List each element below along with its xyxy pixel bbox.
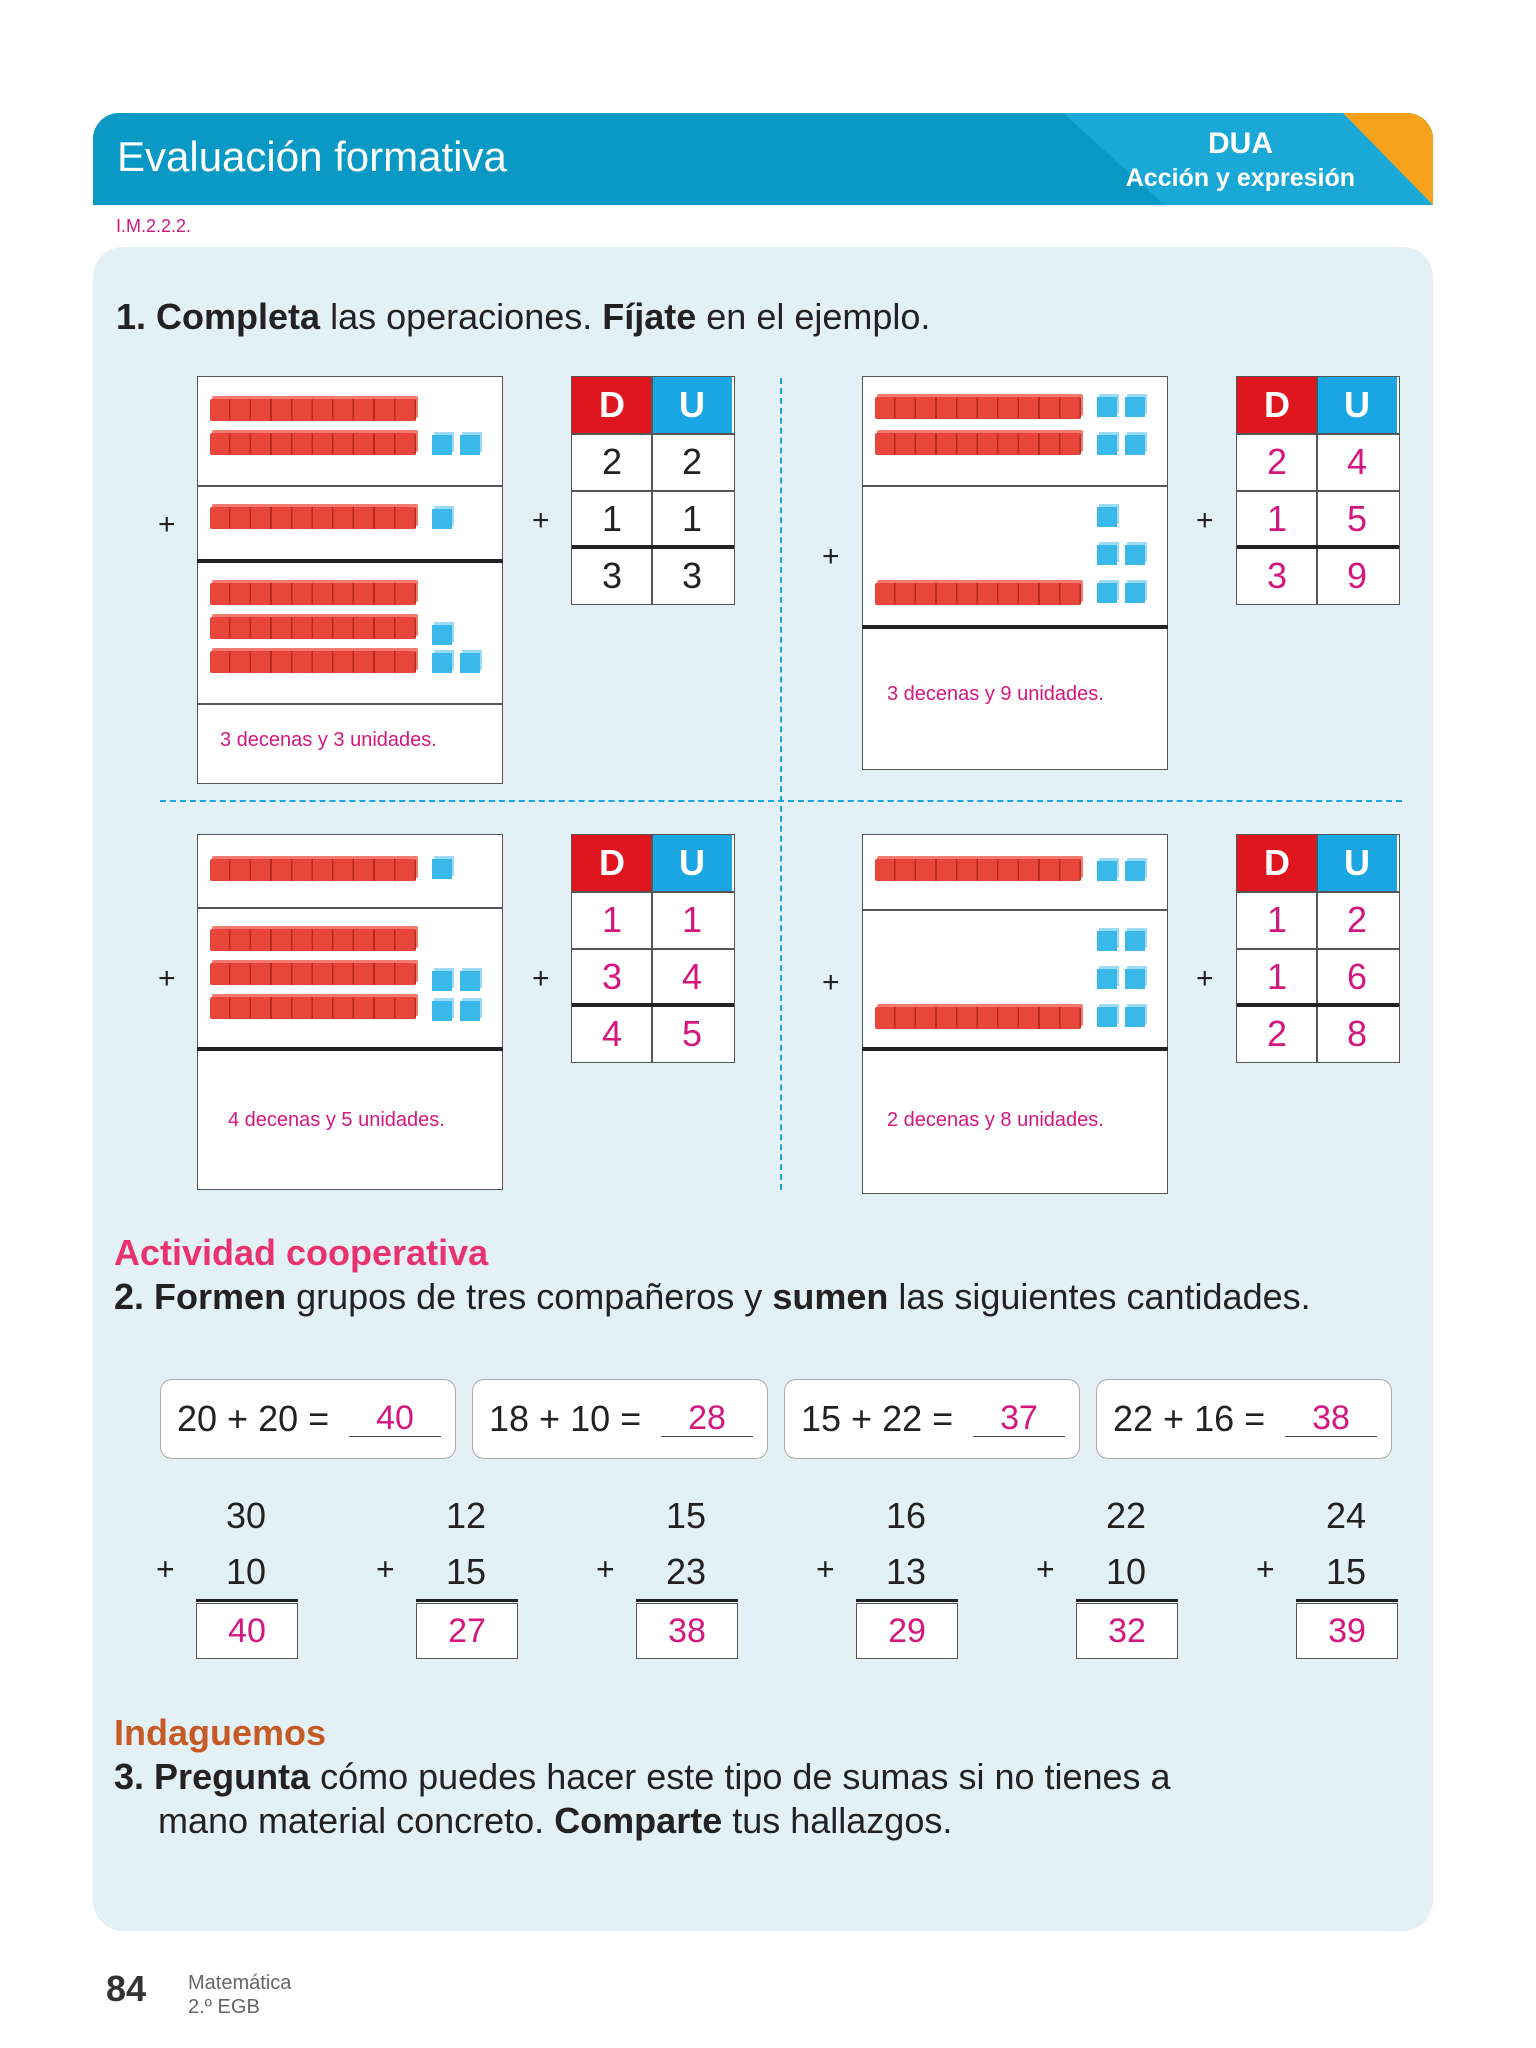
ten-rod — [210, 859, 416, 881]
section-title-indaguemos: Indaguemos — [114, 1712, 327, 1753]
verb: Formen — [154, 1276, 287, 1317]
ten-rod — [210, 963, 416, 985]
du-cell: 3 — [601, 956, 623, 997]
unit-cube — [1125, 545, 1145, 565]
vertical-sum-1 — [156, 1485, 296, 1665]
du-cell: 2 — [1266, 441, 1288, 482]
du-cell: 5 — [681, 1013, 703, 1054]
unit-cube — [460, 435, 480, 455]
sum-answer[interactable]: 40 — [349, 1400, 441, 1437]
ten-rod — [210, 997, 416, 1019]
answer-text: 4 decenas y 5 unidades. — [228, 1109, 445, 1131]
du-table-4 — [1236, 834, 1400, 1063]
verb: Completa — [156, 296, 321, 337]
tens-header: D — [572, 377, 652, 433]
tens-header: D — [572, 835, 652, 891]
unit-cube — [1097, 545, 1117, 565]
addend: 12 — [445, 1495, 486, 1536]
unit-cube — [1097, 969, 1117, 989]
vertical-divider — [780, 378, 782, 1190]
addend: 15 — [1325, 1551, 1366, 1592]
text: tus hallazgos. — [722, 1800, 953, 1841]
ten-rod — [210, 929, 416, 951]
du-cell: 4 — [681, 956, 703, 997]
answer-text: 2 decenas y 8 unidades. — [887, 1109, 1104, 1131]
exercise-number: 2. — [114, 1276, 145, 1317]
exercise-number: 3. — [114, 1756, 145, 1797]
sum-box-2 — [472, 1379, 768, 1459]
page-title: Evaluación formativa — [117, 133, 507, 180]
ten-rod — [875, 1007, 1081, 1029]
page-number: 84 — [106, 1968, 147, 2009]
sum-box-3 — [784, 1379, 1080, 1459]
plus-sign: + — [376, 1551, 395, 1587]
plus-sign: + — [158, 508, 176, 541]
du-cell: 2 — [601, 441, 623, 482]
unit-cube — [432, 859, 452, 879]
du-cell: 4 — [1346, 441, 1368, 482]
sum-answer[interactable]: 37 — [973, 1400, 1065, 1437]
unit-cube — [432, 1001, 452, 1021]
du-cell: 5 — [1346, 498, 1368, 539]
unit-cube — [1125, 1007, 1145, 1027]
du-cell: 1 — [681, 498, 703, 539]
ten-rod — [210, 433, 416, 455]
du-cell: 9 — [1346, 555, 1368, 596]
dua-badge-title: DUA — [1208, 127, 1273, 160]
plus-sign: + — [1256, 1551, 1275, 1587]
sum-expression: 15 + 22 = — [801, 1398, 954, 1439]
du-cell: 2 — [1266, 1013, 1288, 1054]
text: cómo puedes hacer este tipo de sumas si no tienes a — [310, 1756, 1171, 1797]
unit-cube — [1125, 861, 1145, 881]
sum-result[interactable]: 27 — [416, 1603, 518, 1659]
text: las siguientes cantidades. — [888, 1276, 1311, 1317]
addend: 24 — [1325, 1495, 1366, 1536]
du-table-2 — [1236, 376, 1400, 605]
tens-header: D — [1237, 377, 1317, 433]
exercise-number: 1. — [116, 296, 147, 337]
dua-badge-subtitle: Acción y expresión — [1125, 164, 1355, 192]
verb: Fíjate — [602, 296, 697, 337]
unit-cube — [1125, 583, 1145, 603]
unit-cube — [460, 653, 480, 673]
units-header: U — [652, 835, 732, 891]
du-cell: 2 — [1346, 899, 1368, 940]
addend: 15 — [445, 1551, 486, 1592]
tens-header: D — [1237, 835, 1317, 891]
plus-sign: + — [1036, 1551, 1055, 1587]
plus-sign: + — [822, 540, 840, 573]
du-cell: 4 — [601, 1013, 623, 1054]
sum-answer[interactable]: 28 — [661, 1400, 753, 1437]
sum-box-4 — [1096, 1379, 1392, 1459]
du-table-3 — [571, 834, 735, 1063]
du-cell: 1 — [1266, 956, 1288, 997]
text: mano material concreto. — [158, 1800, 555, 1841]
units-header: U — [1317, 377, 1397, 433]
du-cell: 1 — [601, 498, 623, 539]
ten-rod — [210, 399, 416, 421]
text: grupos de tres compañeros y — [286, 1276, 773, 1317]
ten-rod — [210, 617, 416, 639]
unit-cube — [432, 509, 452, 529]
plus-sign: + — [822, 966, 840, 999]
addend: 23 — [665, 1551, 706, 1592]
grade: 2.º EGB — [188, 1996, 260, 2018]
verb: sumen — [772, 1276, 889, 1317]
verb: Pregunta — [154, 1756, 311, 1797]
ten-rod — [875, 583, 1081, 605]
ten-rod — [210, 651, 416, 673]
ten-rod — [875, 859, 1081, 881]
unit-cube — [460, 1001, 480, 1021]
du-cell: 2 — [681, 441, 703, 482]
addend: 30 — [225, 1495, 266, 1536]
vertical-sum-4 — [816, 1485, 956, 1665]
plus-sign: + — [596, 1551, 615, 1587]
unit-cube — [1097, 435, 1117, 455]
plus-sign: + — [532, 504, 550, 537]
exercise1-instruction — [116, 296, 930, 338]
exercise3-instruction-line2 — [158, 1800, 952, 1842]
base-ten-box-3 — [197, 834, 503, 1190]
du-table-1 — [571, 376, 735, 605]
plus-sign: + — [816, 1551, 835, 1587]
section-title-cooperativa: Actividad cooperativa — [114, 1232, 489, 1273]
plus-sign: + — [532, 962, 550, 995]
du-cell: 1 — [681, 899, 703, 940]
sum-result[interactable]: 40 — [196, 1603, 298, 1659]
indicator-code: I.M.2.2.2. — [116, 216, 192, 236]
answer-text: 3 decenas y 9 unidades. — [887, 683, 1104, 705]
du-cell: 3 — [601, 555, 623, 596]
du-cell: 3 — [681, 555, 703, 596]
vertical-sum-6 — [1256, 1485, 1396, 1665]
unit-cube — [432, 653, 452, 673]
vertical-sum-2 — [376, 1485, 516, 1665]
plus-sign: + — [158, 962, 176, 995]
exercise2-instruction — [114, 1276, 1311, 1318]
du-cell: 1 — [1266, 498, 1288, 539]
text: las operaciones. — [320, 296, 603, 337]
sum-expression: 22 + 16 = — [1113, 1398, 1266, 1439]
sum-result[interactable]: 39 — [1296, 1603, 1398, 1659]
plus-sign: + — [1196, 504, 1214, 537]
addend: 22 — [1105, 1495, 1146, 1536]
exercise3-instruction-line1 — [114, 1756, 1171, 1798]
plus-sign: + — [156, 1551, 175, 1587]
unit-cube — [432, 625, 452, 645]
unit-cube — [1097, 397, 1117, 417]
verb: Comparte — [554, 1800, 723, 1841]
du-cell: 8 — [1346, 1013, 1368, 1054]
unit-cube — [1125, 397, 1145, 417]
base-ten-box-2 — [862, 376, 1168, 770]
addend: 13 — [885, 1551, 926, 1592]
unit-cube — [432, 435, 452, 455]
unit-cube — [1097, 507, 1117, 527]
units-header: U — [1317, 835, 1397, 891]
header-bar — [93, 113, 1433, 205]
plus-sign: + — [1196, 962, 1214, 995]
subject: Matemática — [188, 1972, 292, 1994]
unit-cube — [432, 971, 452, 991]
sum-box-1 — [160, 1379, 456, 1459]
base-ten-box-4 — [862, 834, 1168, 1194]
text: en el ejemplo. — [696, 296, 931, 337]
vertical-sum-5 — [1036, 1485, 1176, 1665]
ten-rod — [210, 583, 416, 605]
sum-answer[interactable]: 38 — [1285, 1400, 1377, 1437]
unit-cube — [1125, 969, 1145, 989]
du-cell: 6 — [1346, 956, 1368, 997]
addend: 10 — [1105, 1551, 1146, 1592]
base-ten-box-1 — [197, 376, 503, 784]
unit-cube — [460, 971, 480, 991]
ten-rod — [210, 507, 416, 529]
sum-result[interactable]: 32 — [1076, 1603, 1178, 1659]
unit-cube — [1125, 931, 1145, 951]
sum-result[interactable]: 38 — [636, 1603, 738, 1659]
sum-expression: 18 + 10 = — [489, 1398, 642, 1439]
horizontal-divider — [160, 800, 1402, 802]
addend: 10 — [225, 1551, 266, 1592]
ten-rod — [875, 397, 1081, 419]
addend: 16 — [885, 1495, 926, 1536]
units-header: U — [652, 377, 732, 433]
unit-cube — [1097, 583, 1117, 603]
addend: 15 — [665, 1495, 706, 1536]
unit-cube — [1125, 435, 1145, 455]
unit-cube — [1097, 931, 1117, 951]
sum-result[interactable]: 29 — [856, 1603, 958, 1659]
answer-text: 3 decenas y 3 unidades. — [220, 729, 437, 751]
du-cell: 1 — [1266, 899, 1288, 940]
vertical-sum-3 — [596, 1485, 736, 1665]
unit-cube — [1097, 861, 1117, 881]
ten-rod — [875, 433, 1081, 455]
du-cell: 3 — [1266, 555, 1288, 596]
unit-cube — [1097, 1007, 1117, 1027]
sum-expression: 20 + 20 = — [177, 1398, 330, 1439]
du-cell: 1 — [601, 899, 623, 940]
